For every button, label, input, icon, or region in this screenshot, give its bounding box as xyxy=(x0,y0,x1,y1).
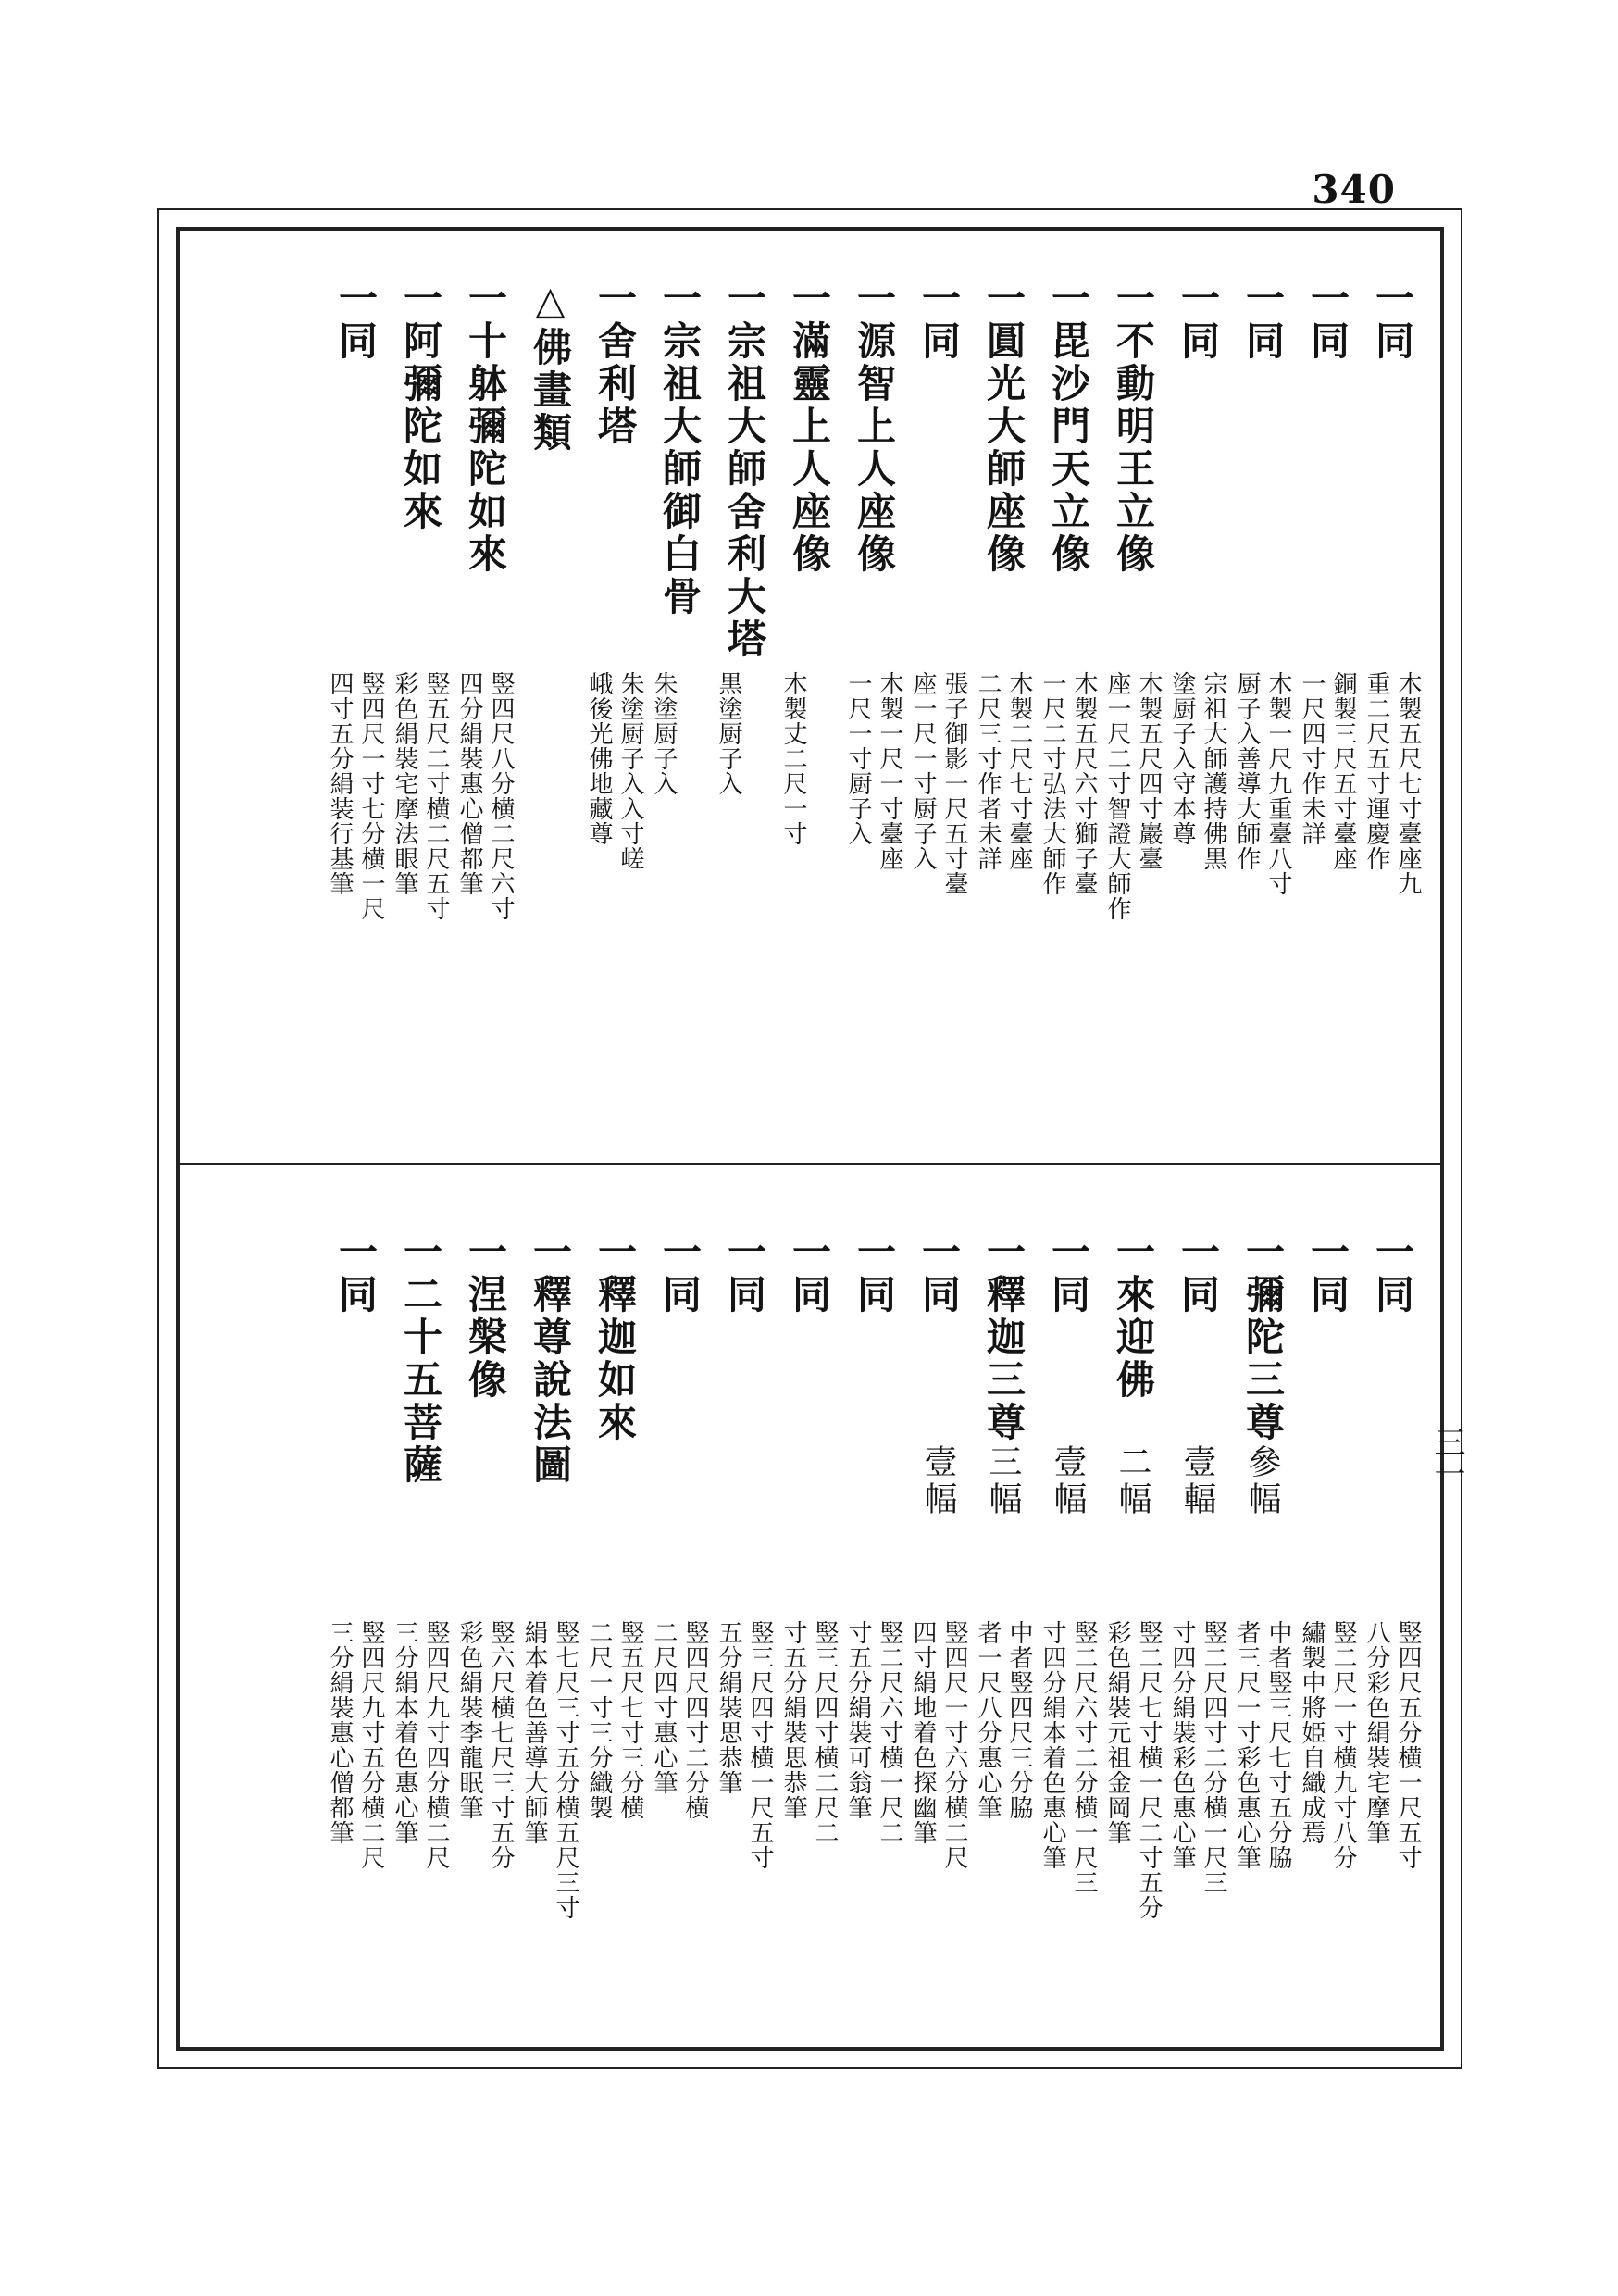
catalog-entry xyxy=(907,1231,972,2028)
entry-note: 木製丈二尺一寸 xyxy=(779,671,807,846)
catalog-entry xyxy=(648,1231,713,2028)
entry-note: 竪三尺四寸横二尺二 寸五分絹裝思恭筆 xyxy=(779,1620,839,1845)
entry-note: 竪四尺一寸六分横二尺 四寸絹地着色探幽筆 xyxy=(909,1620,968,1870)
catalog-entry xyxy=(389,1231,454,2028)
entry-note: 竪二尺一寸横九寸八分 繡製中將姫自織成焉 xyxy=(1298,1620,1357,1870)
fold-divider xyxy=(176,1163,1444,1165)
entry-title: 一彌陀三尊 xyxy=(1240,1231,1286,1444)
entry-note: 竪四尺九寸五分横二尺 三分絹裝惠心僧都筆 xyxy=(326,1620,385,1870)
entry-title: 一同 xyxy=(722,1231,767,1316)
entry-note: 木製一尺一寸臺座 一尺一寸厨子入 xyxy=(844,671,903,871)
entry-title: 一圓光大師座像 xyxy=(981,278,1027,576)
entry-note: 黒塗厨子入 xyxy=(715,671,742,796)
entry-note: 竪四尺一寸七分横一尺 四寸五分絹装行基筆 xyxy=(326,671,385,921)
entry-note: 木製五尺七寸臺座九 重二尺五寸運慶作 xyxy=(1363,671,1422,896)
catalog-entry xyxy=(1296,1231,1361,2028)
entry-note: 木製一尺九重臺八寸 厨子入善導大師作 xyxy=(1233,671,1292,896)
entry-note: 竪二尺六寸二分横一尺三 寸四分絹本着色惠心筆 xyxy=(1039,1620,1098,1895)
entry-note: 木製五尺六寸獅子臺 一尺二寸弘法大師作 xyxy=(1039,671,1098,896)
entry-title: 一舍利塔 xyxy=(592,278,638,448)
catalog-entry xyxy=(648,278,713,1139)
entry-note: 竪五尺二寸横二尺五寸 彩色絹裝宅摩法眼筆 xyxy=(391,671,450,921)
entry-note: 竪三尺四寸横一尺五寸 五分絹裝思恭筆 xyxy=(715,1620,774,1870)
entry-note: 銅製三尺五寸臺座 一尺四寸作未詳 xyxy=(1298,671,1357,871)
catalog-entry xyxy=(454,1231,518,2028)
entry-title: 一十躰彌陀如來 xyxy=(463,278,508,576)
catalog-entry xyxy=(1361,278,1425,1139)
catalog-entry xyxy=(1101,1231,1166,2028)
entry-note: 朱塗厨子入 xyxy=(650,671,678,796)
entry-note: 竪二尺六寸横一尺二 寸五分絹裝可翁筆 xyxy=(844,1620,903,1845)
entry-title: 一釋迦如來 xyxy=(592,1231,638,1444)
entry-title: 一宗祖大師御白骨 xyxy=(657,278,703,618)
margin-folio-mark: 三一 xyxy=(1428,1426,1465,1489)
catalog-bottom-half xyxy=(194,1231,1425,2028)
entry-note: 竪二尺四寸二分横一尺三 寸四分絹裝彩色惠心筆 xyxy=(1168,1620,1227,1895)
entry-title: 一同 xyxy=(657,1231,703,1316)
entry-note: 竪四尺五分横一尺五寸 八分彩色絹裝宅摩筆 xyxy=(1363,1620,1422,1870)
catalog-entry xyxy=(518,1231,583,2028)
entry-note: 竪四尺八分横二尺六寸 四分絹裝惠心僧都筆 xyxy=(455,671,515,921)
entry-title: 一同 xyxy=(1240,278,1286,363)
entry-title: 一滿靈上人座像 xyxy=(787,278,832,576)
entry-count: 壹幅 xyxy=(919,1444,957,1518)
entry-title: 一同 xyxy=(333,1231,379,1316)
catalog-entry xyxy=(1231,1231,1296,2028)
catalog-entry xyxy=(583,1231,648,2028)
catalog-entry xyxy=(972,278,1037,1139)
catalog-entry xyxy=(1166,278,1231,1139)
entry-note: 竪五尺七寸三分横 二尺一寸三分織製 xyxy=(585,1620,644,1820)
bottom-entry-columns xyxy=(194,1231,1425,2028)
catalog-entry xyxy=(389,278,454,1139)
entry-title: 一宗祖大師舍利大塔 xyxy=(722,278,767,661)
catalog-entry xyxy=(1037,1231,1101,2028)
catalog-entry xyxy=(1361,1231,1425,2028)
catalog-entry xyxy=(583,278,648,1139)
catalog-entry xyxy=(778,1231,842,2028)
catalog-entry xyxy=(907,278,972,1139)
entry-title: 一同 xyxy=(916,1231,962,1316)
entry-count: 參幅 xyxy=(1243,1444,1281,1518)
entry-title: 一毘沙門天立像 xyxy=(1046,278,1091,576)
entry-note: 木製五尺四寸巖臺 座一尺二寸智證大師作 xyxy=(1103,671,1163,921)
catalog-entry xyxy=(1231,278,1296,1139)
entry-title: 一源智上人座像 xyxy=(852,278,897,576)
entry-title: 一釋迦三尊 xyxy=(981,1231,1027,1444)
catalog-entry xyxy=(1166,1231,1231,2028)
catalog-entry xyxy=(1296,278,1361,1139)
entry-note: 竪六尺横七尺三寸五分 彩色絹裝李龍眠筆 xyxy=(455,1620,515,1870)
catalog-entry xyxy=(324,1231,389,2028)
entry-title: 一同 xyxy=(1176,278,1221,363)
catalog-entry xyxy=(518,278,583,1139)
entry-title: 一同 xyxy=(852,1231,897,1316)
entry-note: 木製二尺七寸臺座 二尺三寸作者未詳 xyxy=(974,671,1033,871)
catalog-entry xyxy=(778,278,842,1139)
catalog-entry xyxy=(324,278,389,1139)
page-number: 340 xyxy=(1312,167,1396,212)
entry-title: 一同 xyxy=(1370,278,1415,363)
entry-count: 壹幅 xyxy=(1049,1444,1087,1518)
catalog-entry xyxy=(713,1231,778,2028)
entry-title: 一不動明王立像 xyxy=(1111,278,1156,576)
entry-title: 一同 xyxy=(1370,1231,1415,1316)
catalog-entry xyxy=(842,278,907,1139)
catalog-entry xyxy=(454,278,518,1139)
entry-title: 一阿彌陀如來 xyxy=(398,278,443,533)
entry-title: 一同 xyxy=(1305,278,1350,363)
catalog-entry xyxy=(1037,278,1101,1139)
entry-title: 一涅槃像 xyxy=(463,1231,508,1402)
entry-title: 一同 xyxy=(333,278,379,363)
entry-count: 三幅 xyxy=(984,1444,1022,1518)
catalog-entry xyxy=(713,278,778,1139)
entry-note: 朱塗厨子入入寸嵯 峨後光佛地藏尊 xyxy=(585,671,644,871)
entry-note: 宗祖大師護持佛黒 塗厨子入守本尊 xyxy=(1168,671,1227,871)
entry-note: 中者竪三尺七寸五分脇 者三尺一寸彩色惠心筆 xyxy=(1233,1620,1292,1870)
top-entry-columns xyxy=(194,278,1425,1139)
entry-count: 二幅 xyxy=(1114,1444,1151,1518)
entry-title: 一來迎佛 xyxy=(1111,1231,1156,1402)
entry-note: 竪四尺四寸二分横 二尺四寸惠心筆 xyxy=(650,1620,709,1820)
entry-note: 中者竪四尺三分脇 者一尺八分惠心筆 xyxy=(974,1620,1033,1820)
entry-note: 竪二尺七寸横一尺二寸五分 彩色絹裝元祖金岡筆 xyxy=(1103,1620,1163,1920)
entry-title: 一同 xyxy=(1176,1231,1221,1316)
entry-title: 一同 xyxy=(787,1231,832,1316)
entry-note: 張子御影一尺五寸臺 座一尺一寸厨子入 xyxy=(909,671,968,896)
entry-title: 一同 xyxy=(916,278,962,363)
entry-count: 壹輻 xyxy=(1178,1444,1216,1518)
entry-note: 竪四尺九寸四分横二尺 三分絹本着色惠心筆 xyxy=(391,1620,450,1870)
entry-title: 一釋尊說法圖 xyxy=(528,1231,573,1487)
entry-title: 一二十五菩薩 xyxy=(398,1231,443,1487)
catalog-entry xyxy=(842,1231,907,2028)
catalog-entry xyxy=(972,1231,1037,2028)
catalog-top-half xyxy=(194,278,1425,1139)
entry-title: △佛畫類 xyxy=(528,278,573,455)
entry-title: 一同 xyxy=(1305,1231,1350,1316)
entry-title: 一同 xyxy=(1046,1231,1091,1316)
entry-note: 竪七尺三寸五分横五尺三寸 絹本着色善導大師筆 xyxy=(520,1620,579,1920)
catalog-entry xyxy=(1101,278,1166,1139)
